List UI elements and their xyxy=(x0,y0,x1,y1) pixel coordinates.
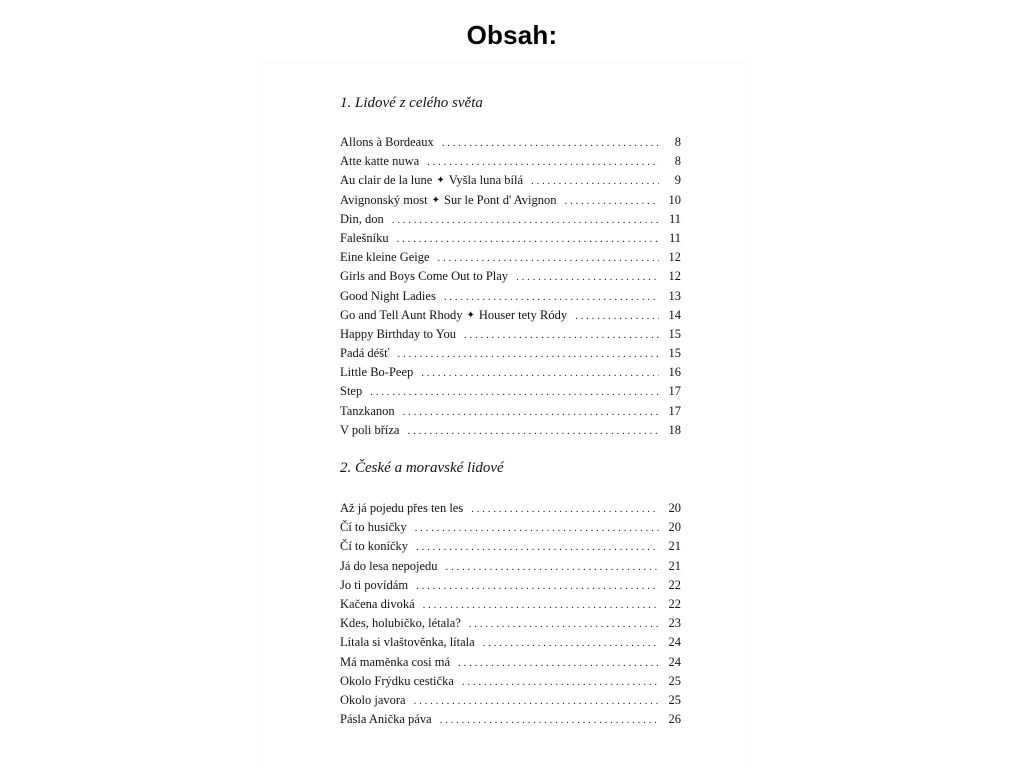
toc-entry-title-text: Až já pojedu přes ten les xyxy=(340,501,464,515)
toc-entry xyxy=(340,287,681,306)
toc-entry xyxy=(340,518,681,537)
dot-leader xyxy=(483,634,659,653)
separator-icon: ✦ xyxy=(431,194,441,206)
dot-leader xyxy=(462,673,659,692)
section-heading: 2. České a moravské lidové xyxy=(340,460,504,476)
dot-leader xyxy=(438,249,659,268)
page-title: Obsah: xyxy=(466,20,558,50)
toc-entry xyxy=(340,499,681,518)
toc-entry-title-text: Okolo Frýdku cestička xyxy=(340,673,454,688)
toc-entry-title-text: Lítala si vlaštověnka, lítala xyxy=(340,635,475,650)
toc-entry-page-number: 20 xyxy=(668,501,681,515)
toc-entry-title-text: Pásla Anička páva xyxy=(340,712,432,727)
separator-icon: ✦ xyxy=(436,175,445,187)
toc-entry xyxy=(340,402,681,421)
toc-entry-page-number: 9 xyxy=(674,173,681,188)
dot-leader xyxy=(407,422,659,441)
toc-entry xyxy=(340,633,681,652)
toc-entry-title xyxy=(340,614,461,633)
toc-entry-title-text: Okolo javora xyxy=(340,692,406,707)
toc-entry-page-number: 25 xyxy=(668,673,681,688)
toc-entry-title-text: Má maměnka cosi má xyxy=(340,654,451,669)
toc-entry-title-text: Go and Tell Aunt Rhody xyxy=(340,307,463,322)
toc-entry-alt-title: Sur le Pont d' Avignon xyxy=(444,192,557,207)
toc-entry-title xyxy=(340,499,463,518)
toc-entry-title xyxy=(340,557,438,576)
toc-entry xyxy=(340,344,681,363)
toc-entry xyxy=(340,210,681,229)
toc-entry-title xyxy=(340,421,399,440)
dot-leader xyxy=(458,654,659,673)
toc-entry-title xyxy=(340,248,430,267)
toc-entry-title-text: Atte katte nuwa xyxy=(340,154,420,169)
toc-entry-page-number: 12 xyxy=(668,250,681,265)
toc-entry-title-text: Eine kleine Geige xyxy=(340,250,430,265)
toc-entry-title-text: Allons à Bordeaux xyxy=(340,135,434,149)
toc-entry-title xyxy=(340,633,475,652)
toc-entry-title xyxy=(340,595,415,614)
toc-entry-title xyxy=(340,518,407,537)
toc-entry xyxy=(340,133,681,152)
toc-entry-page-number: 26 xyxy=(668,712,681,727)
separator-icon: ✦ xyxy=(466,309,475,321)
toc-entry-page-number: 8 xyxy=(674,154,681,169)
toc-entry-page-number: 25 xyxy=(668,692,681,707)
dot-leader xyxy=(446,558,659,577)
dot-leader xyxy=(414,692,659,711)
toc-entry-title xyxy=(340,229,389,248)
toc-entry-page-number: 13 xyxy=(668,288,681,303)
toc-entry-page-number: 22 xyxy=(668,596,681,611)
toc-entry-title-text: Little Bo-Peep xyxy=(340,365,414,380)
section-heading: 1. Lidové z celého světa xyxy=(340,95,483,111)
dot-leader xyxy=(440,711,659,730)
toc-entry-title-text: Čí to husičky xyxy=(340,520,407,535)
toc-entry-page-number: 8 xyxy=(674,135,681,149)
dot-leader xyxy=(427,153,659,172)
dot-leader xyxy=(416,538,659,557)
toc-entry-alt-title: Houser tety Ródy xyxy=(478,307,568,322)
toc-entry xyxy=(340,191,681,210)
toc-entry-page-number: 17 xyxy=(668,384,681,399)
dot-leader xyxy=(415,519,659,538)
toc-entry xyxy=(340,267,681,286)
toc-entry-title xyxy=(340,363,413,382)
toc-entry-title-text: Kačena divoká xyxy=(340,596,415,611)
toc-entry-title-text: Tanzkanon xyxy=(340,403,395,418)
toc-entry xyxy=(340,672,681,691)
toc-entry-title xyxy=(340,537,408,556)
toc-entry xyxy=(340,306,681,325)
toc-entry-page-number: 23 xyxy=(668,616,681,631)
dot-leader xyxy=(370,383,659,402)
toc-entry-title xyxy=(340,402,395,421)
toc-entry-title-text: V poli bříza xyxy=(340,422,400,437)
toc-entry-title-text: Din, don xyxy=(340,211,384,226)
toc-entry-title-text: Falešníku xyxy=(340,230,389,245)
toc-entry-title xyxy=(340,306,567,326)
toc-entry-title-text: Au clair de la lune xyxy=(340,173,433,188)
toc-entry-title xyxy=(340,672,454,691)
toc-entry xyxy=(340,691,681,710)
toc-entry-title xyxy=(340,576,408,595)
toc-entry-page-number: 21 xyxy=(668,539,681,554)
toc-list-section-2 xyxy=(340,499,681,729)
toc-entry xyxy=(340,248,681,267)
toc-entry-page-number: 14 xyxy=(668,307,681,322)
toc-entry-title xyxy=(340,382,362,401)
toc-entry xyxy=(340,382,681,401)
dot-leader xyxy=(469,615,659,634)
toc-entry-title-text: Čí to koníčky xyxy=(340,539,409,554)
toc-entry-title xyxy=(340,325,456,344)
toc-entry-title-text: Já do lesa nepojedu xyxy=(340,558,438,573)
toc-entry-title-text: Avignonský most xyxy=(340,192,428,207)
dot-leader xyxy=(392,211,659,230)
dot-leader xyxy=(464,326,659,345)
toc-entry xyxy=(340,171,681,190)
toc-entry xyxy=(340,229,681,248)
dot-leader xyxy=(516,268,659,287)
toc-entry xyxy=(340,557,681,576)
toc-entry-title-text: Jo ti povídám xyxy=(340,577,409,592)
dot-leader xyxy=(471,500,659,519)
toc-entry-title-text: Kdes, holubičko, létala? xyxy=(340,616,461,631)
toc-entry-page-number: 22 xyxy=(668,577,681,592)
toc-entry-page-number: 18 xyxy=(668,422,681,437)
toc-entry-title xyxy=(340,653,450,672)
toc-entry-page-number: 15 xyxy=(668,346,681,361)
toc-entry-title-text: Step xyxy=(340,384,363,399)
toc-entry xyxy=(340,595,681,614)
toc-entry-title xyxy=(340,191,556,211)
toc-entry-page-number: 17 xyxy=(668,403,681,418)
toc-entry xyxy=(340,325,681,344)
toc-entry-title xyxy=(340,691,406,710)
toc-entry xyxy=(340,614,681,633)
dot-leader xyxy=(564,192,659,211)
toc-entry-title-text: Padá déšť xyxy=(340,346,390,361)
toc-entry xyxy=(340,421,681,440)
toc-entry-title xyxy=(340,344,389,363)
toc-entry xyxy=(340,152,681,171)
toc-entry-alt-title: Vyšla luna bílá xyxy=(448,173,524,188)
dot-leader xyxy=(403,403,659,422)
toc-entry-page-number: 12 xyxy=(668,269,681,284)
toc-entry xyxy=(340,537,681,556)
dot-leader xyxy=(397,230,659,249)
toc-entry-title-text: Good Night Ladies xyxy=(340,288,436,303)
toc-entry xyxy=(340,363,681,382)
toc-entry-title xyxy=(340,152,419,171)
toc-entry-title xyxy=(340,287,436,306)
toc-entry xyxy=(340,653,681,672)
toc-entry-page-number: 15 xyxy=(668,326,681,341)
dot-leader xyxy=(416,577,659,596)
toc-entry-page-number: 21 xyxy=(668,558,681,573)
toc-entry-page-number: 20 xyxy=(668,520,681,535)
toc-entry-page-number: 11 xyxy=(668,230,681,245)
toc-entry-page-number: 24 xyxy=(668,635,681,650)
dot-leader xyxy=(397,345,659,364)
toc-entry-page-number: 11 xyxy=(668,211,681,226)
dot-leader xyxy=(421,364,659,383)
dot-leader xyxy=(575,307,659,326)
toc-entry-page-number: 24 xyxy=(668,654,681,669)
toc-entry-title xyxy=(340,267,508,286)
dot-leader xyxy=(442,134,659,153)
toc-list-section-1 xyxy=(340,133,681,440)
toc-entry-title xyxy=(340,210,384,229)
toc-entry xyxy=(340,576,681,595)
toc-entry-page-number: 16 xyxy=(668,365,681,380)
toc-entry-title xyxy=(340,171,523,191)
toc-entry-title-text: Girls and Boys Come Out to Play xyxy=(340,269,509,284)
toc-entry-title-text: Happy Birthday to You xyxy=(340,326,456,341)
dot-leader xyxy=(531,172,659,191)
toc-entry-page-number: 10 xyxy=(668,192,681,207)
dot-leader xyxy=(423,596,659,615)
toc-entry xyxy=(340,710,681,729)
dot-leader xyxy=(444,288,659,307)
toc-entry-title xyxy=(340,710,432,729)
toc-entry-title xyxy=(340,133,434,152)
